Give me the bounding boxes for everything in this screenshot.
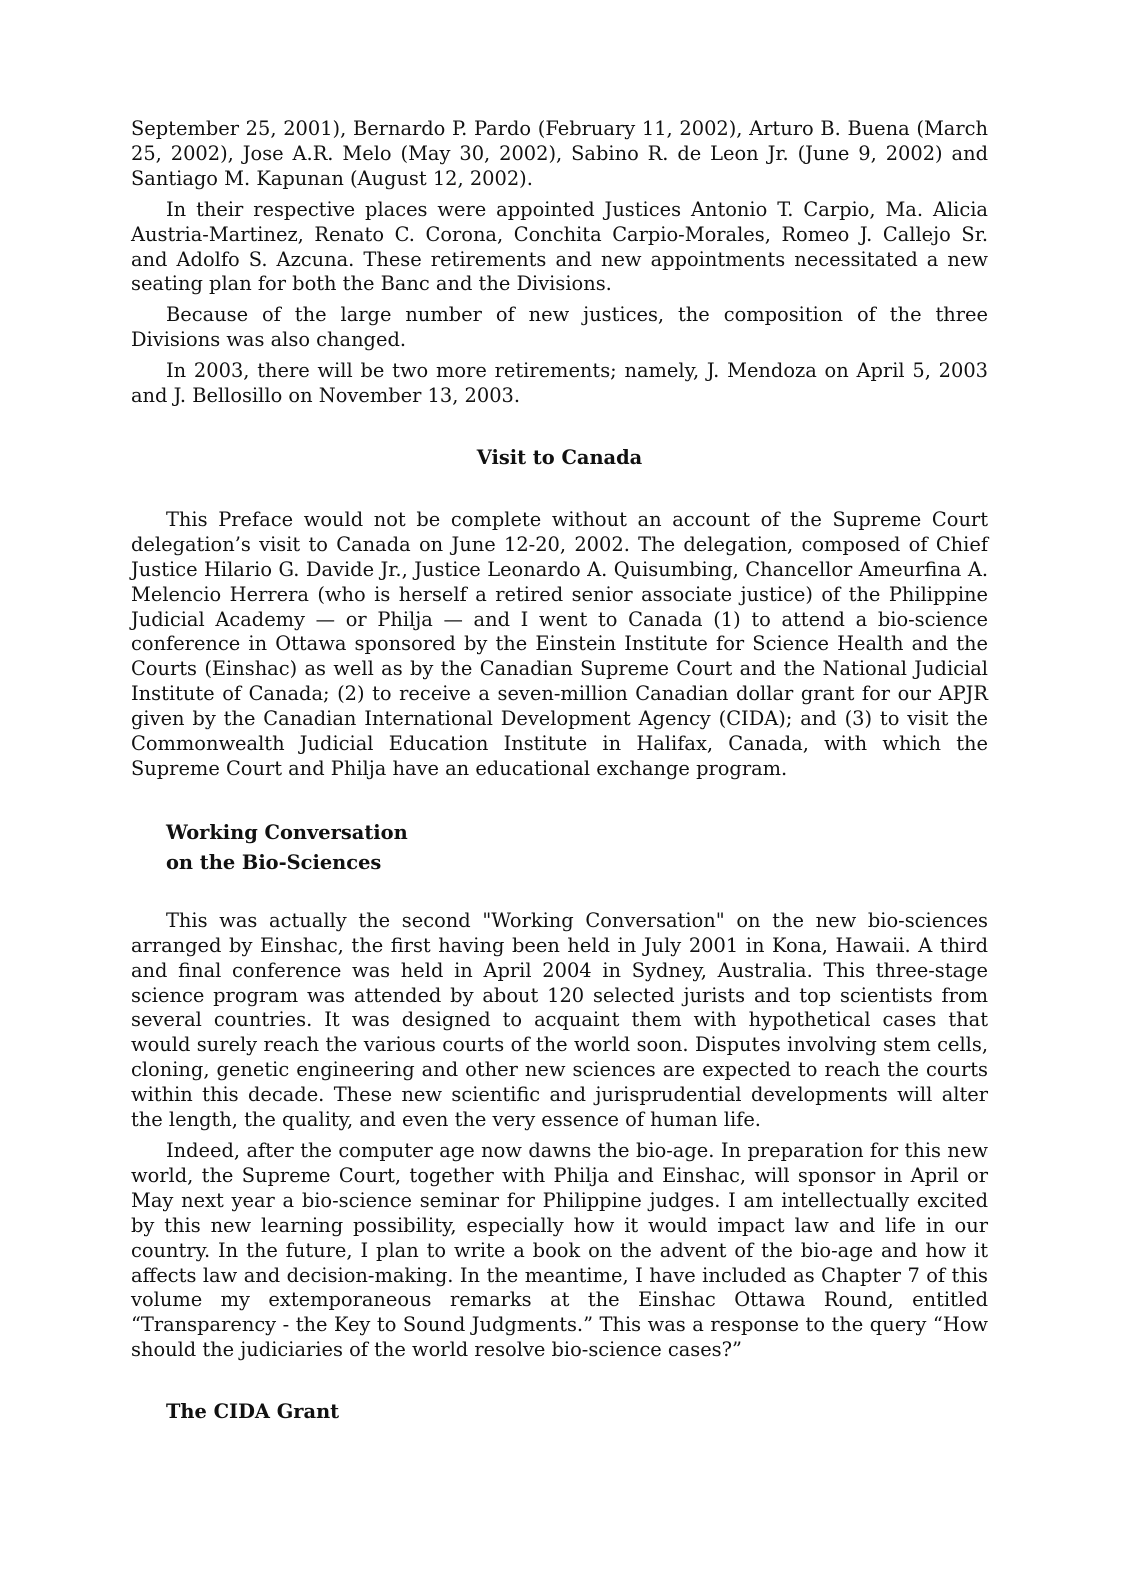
paragraph-2003-retirements: In 2003, there will be two more retirements; namely, J. Mendoza on April 5, 2003 and J. Bellosillo on November 13, 2003. — [131, 359, 988, 408]
paragraph-divisions-changed: Because of the large number of new justices, the composition of the three Divisions was also changed. — [131, 303, 988, 352]
paragraph-bio-age: Indeed, after the computer age now dawns the bio-age. In preparation for this new world, the Supreme Court, together with Philja and Einshac, will sponsor in April or May next year a bio-science seminar for Philippine judges. I am intellectually excited by this new learning possibility, especially how it would impact law and life in our country. In the future, I plan to write a book on the advent of the bio-age and how it affects law and decision-making. In the meantime, I have included as Chapter 7 of this volume my extemporaneous remarks at the Einshac Ottawa Round, entitled “Transparency - the Key to Sound Judgments.” This was a response to the query “How should the judiciaries of the world resolve bio-science cases?” — [131, 1139, 988, 1362]
heading-cida-grant: The CIDA Grant — [166, 1400, 340, 1424]
heading-working-conversation — [131, 818, 988, 878]
paragraph-visit-account: This Preface would not be complete without an account of the Supreme Court delegation’s visit to Canada on June 12-20, 2002. The delegation, composed of Chief Justice Hilario G. Davide Jr., Justice Leonardo A. Quisumbing, Chancellor Ameurfina A. Melencio Herrera (who is herself a retired senior associate justice) of the Philippine Judicial Academy — or Philja — and I went to Canada (1) to attend a bio-science conference in Ottawa sponsored by the Einstein Institute for Science Health and the Courts (Einshac) as well as by the Canadian Supreme Court and the National Judicial Institute of Canada; (2) to receive a seven-million Canadian dollar grant for our APJR given by the Canadian International Development Agency (CIDA); and (3) to visit the Commonwealth Judicial Education Institute in Halifax, Canada, with which the Supreme Court and Philja have an educational exchange program. — [131, 507, 988, 780]
document-page — [131, 117, 988, 1427]
heading-working-conversation-line1: Working Conversation — [166, 820, 408, 844]
paragraph-retirements-list: September 25, 2001), Bernardo P. Pardo (February 11, 2002), Arturo B. Buena (March 25, 2002), Jose A.R. Melo (May 30, 2002), Sabino R. de Leon Jr. (June 9, 2002) and Santiago M. Kapunan (August 12, 2002). — [131, 117, 988, 190]
heading-visit-to-canada: Visit to Canada — [476, 445, 643, 469]
paragraph-working-conversation: This was actually the second "Working Conversation" on the new bio-sciences arranged by Einshac, the first having been held in July 2001 in Kona, Hawaii. A third and final conference was held in April 2004 in Sydney, Australia. This three-stage science program was attended by about 120 selected jurists and top scientists from several countries. It was designed to acquaint them with hypothetical cases that would surely reach the various courts of the world soon. Disputes involving stem cells, cloning, genetic engineering and other new sciences are expected to reach the courts within this decade. These new scientific and jurisprudential developments will alter the length, the quality, and even the very essence of human life. — [131, 908, 988, 1132]
paragraph-new-appointments: In their respective places were appointed Justices Antonio T. Carpio, Ma. Alicia Austria-Martinez, Renato C. Corona, Conchita Carpio-Morales, Romeo J. Callejo Sr. and Adolfo S. Azcuna. These retirements and new appointments necessitated a new seating plan for both the Banc and the Divisions. — [131, 197, 988, 296]
heading-working-conversation-line2: on the Bio-Sciences — [166, 850, 382, 874]
